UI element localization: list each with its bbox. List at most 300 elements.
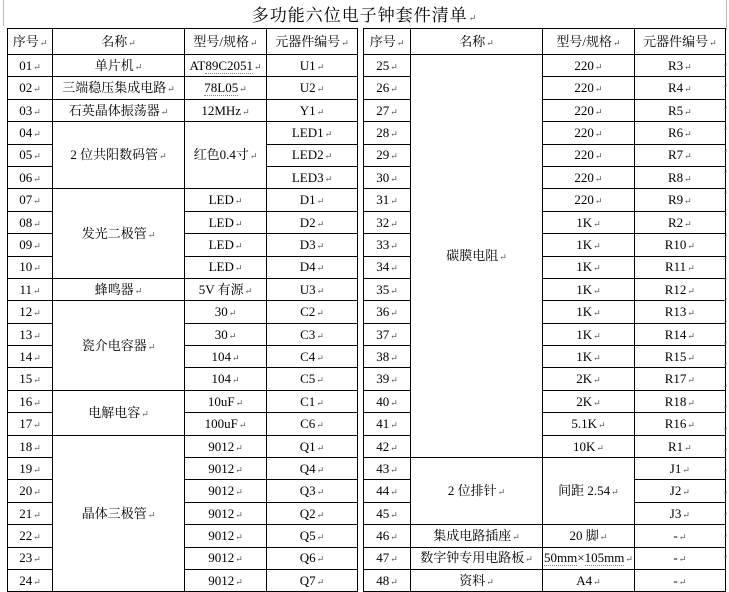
column-header-no: 序号↵	[8, 29, 53, 55]
cell-id: Y1↵	[267, 99, 358, 121]
parts-table-right	[363, 28, 726, 592]
cell-id: -↵	[634, 525, 725, 547]
paragraph-mark: ↵	[249, 151, 258, 162]
paragraph-mark: ↵	[687, 308, 695, 319]
paragraph-mark: ↵	[390, 397, 398, 408]
cell-name: 石英晶体振荡器↵	[53, 99, 185, 121]
table-row	[8, 55, 358, 77]
paragraph-mark: ↵	[687, 420, 695, 431]
paragraph-mark: ↵	[316, 375, 324, 386]
cell-model: 12MHz↵	[185, 99, 267, 121]
paragraph-mark: ↵	[228, 308, 237, 319]
paragraph-mark: ↵	[390, 532, 398, 543]
paragraph-mark: ↵	[512, 532, 520, 543]
cell-name: 集成电路插座↵	[411, 525, 543, 547]
paragraph-mark: ↵	[39, 37, 48, 48]
paragraph-mark: ↵	[254, 61, 262, 72]
cell-model: LED↵	[185, 256, 267, 278]
cell-id: D2↵	[267, 211, 358, 233]
paragraph-mark: ↵	[390, 420, 398, 431]
row-end-mark: ↵	[723, 84, 729, 91]
cell-no: 29↵	[364, 144, 411, 166]
cell-no: 04↵	[8, 122, 53, 144]
paragraph-mark: ↵	[316, 442, 325, 453]
cell-model: 30↵	[185, 323, 267, 345]
column-header-id: 元器件编号↵	[267, 29, 358, 55]
cell-no: 01↵	[8, 55, 53, 77]
cell-model: 220↵	[543, 55, 635, 77]
cell-model: 1K↵	[543, 256, 635, 278]
table-row	[364, 458, 726, 480]
paragraph-mark: ↵	[594, 61, 603, 72]
paragraph-mark: ↵	[596, 442, 604, 453]
paragraph-mark: ↵	[316, 241, 325, 251]
cell-name: 资料↵	[411, 569, 543, 591]
cell-model: 9012↵	[185, 525, 267, 547]
paragraph-mark: ↵	[684, 442, 692, 453]
cell-id: Q4↵	[267, 458, 358, 480]
paragraph-mark: ↵	[33, 196, 41, 207]
row-end-mark: ↵	[723, 191, 729, 198]
paragraph-mark: ↵	[134, 285, 143, 296]
paragraph-mark: ↵	[687, 241, 695, 251]
cell-id: R6↵	[634, 122, 725, 144]
cell-id: -↵	[634, 547, 725, 569]
paragraph-mark: ↵	[594, 196, 603, 207]
paragraph-mark: ↵	[316, 464, 325, 475]
cell-id: R13↵	[634, 301, 725, 323]
cell-model: AT89C2051↵	[185, 55, 267, 77]
paragraph-mark: ↵	[147, 509, 156, 520]
paragraph-mark: ↵	[324, 151, 333, 162]
row-end-mark: ↵	[723, 298, 729, 305]
cell-id: Q7↵	[267, 569, 358, 591]
cell-no: 24↵	[8, 569, 53, 591]
table-row	[8, 189, 358, 211]
cell-id: U3↵	[267, 278, 358, 300]
cell-id: U2↵	[267, 77, 358, 99]
cell-no: 41↵	[364, 413, 411, 435]
paragraph-mark: ↵	[390, 263, 398, 274]
row-end-mark: ↵	[723, 362, 729, 369]
cell-id: Q6↵	[267, 547, 358, 569]
cell-model: 1K↵	[543, 301, 635, 323]
paragraph-mark: ↵	[316, 61, 325, 72]
paragraph-mark: ↵	[593, 352, 601, 363]
page-title	[0, 1, 729, 26]
table-row	[8, 99, 358, 121]
row-end-mark: ↵	[723, 341, 729, 348]
paragraph-mark: ↵	[33, 464, 41, 475]
table-row	[364, 547, 726, 569]
paragraph-mark: ↵	[234, 196, 243, 207]
row-end-mark: ↵	[723, 105, 729, 112]
paragraph-mark: ↵	[593, 218, 601, 229]
paragraph-mark: ↵	[238, 420, 247, 431]
cell-id: R5↵	[634, 99, 725, 121]
cell-id: R9↵	[634, 189, 725, 211]
cell-no: 46↵	[364, 525, 411, 547]
table-row	[8, 122, 358, 144]
row-end-mark: ↵	[723, 512, 729, 519]
cell-model: 104↵	[185, 346, 267, 368]
row-end-mark: ↵	[723, 63, 729, 69]
cell-no: 44↵	[364, 480, 411, 502]
paragraph-mark: ↵	[231, 352, 240, 363]
paragraph-mark: ↵	[390, 442, 398, 453]
cell-id: C4↵	[267, 346, 358, 368]
cell-id: U1↵	[267, 55, 358, 77]
paragraph-mark: ↵	[316, 352, 324, 363]
cell-no: 16↵	[8, 390, 53, 412]
paragraph-mark: ↵	[33, 106, 41, 117]
paragraph-mark: ↵	[599, 532, 608, 543]
row-end-mark: ↵	[723, 234, 729, 241]
cell-model: 220↵	[543, 166, 635, 188]
cell-model: 50mm×105mm↵	[543, 547, 635, 569]
cell-no: 13↵	[8, 323, 53, 345]
cell-id: LED3↵	[267, 166, 358, 188]
paragraph-mark: ↵	[32, 285, 41, 296]
cell-name: 晶体三极管↵	[53, 435, 185, 592]
column-header-model: 型号/规格↵	[185, 29, 267, 55]
cell-name: 数字钟专用电路板↵	[411, 547, 543, 569]
paragraph-mark: ↵	[235, 532, 243, 543]
cell-id: D3↵	[267, 234, 358, 256]
cell-model: 2K↵	[543, 368, 635, 390]
paragraph-mark: ↵	[687, 285, 695, 296]
cell-no: 18↵	[8, 435, 53, 457]
paragraph-mark: ↵	[682, 464, 690, 475]
cell-no: 02↵	[8, 77, 53, 99]
paragraph-mark: ↵	[33, 330, 41, 341]
paragraph-mark: ↵	[316, 218, 325, 229]
table-row	[364, 525, 726, 547]
paragraph-mark: ↵	[390, 308, 398, 319]
paragraph-mark: ↵	[612, 37, 621, 48]
cell-name: 2 位排针↵	[411, 458, 543, 525]
paragraph-mark: ↵	[316, 576, 325, 587]
parts-tables	[7, 28, 726, 592]
cell-model: 1K↵	[543, 234, 635, 256]
paragraph-mark: ↵	[390, 61, 398, 72]
cell-model: LED↵	[185, 189, 267, 211]
paragraph-mark: ↵	[684, 218, 692, 229]
paragraph-mark: ↵	[316, 420, 324, 431]
paragraph-mark: ↵	[33, 509, 41, 520]
cell-id: Q5↵	[267, 525, 358, 547]
cell-model: 30↵	[185, 301, 267, 323]
cell-no: 06↵	[8, 166, 53, 188]
cell-no: 03↵	[8, 99, 53, 121]
paragraph-mark: ↵	[234, 241, 243, 251]
cell-id: R1↵	[634, 435, 725, 457]
spellcheck-underline: 105mm	[584, 550, 625, 566]
table-row	[364, 55, 726, 77]
cell-id: R16↵	[634, 413, 725, 435]
paragraph-mark: ↵	[678, 554, 687, 565]
cell-model: 1K↵	[543, 278, 635, 300]
row-end-marks	[723, 56, 729, 569]
paragraph-mark: ↵	[390, 509, 398, 520]
paragraph-mark: ↵	[242, 106, 250, 117]
cell-no: 12↵	[8, 301, 53, 323]
paragraph-mark: ↵	[684, 151, 692, 162]
paragraph-mark: ↵	[593, 308, 601, 319]
paragraph-mark: ↵	[316, 84, 325, 95]
paragraph-mark: ↵	[141, 408, 149, 419]
row-end-mark: ↵	[723, 212, 729, 219]
paragraph-mark: ↵	[390, 375, 398, 386]
row-end-mark: ↵	[723, 405, 729, 412]
cell-no: 15↵	[8, 368, 53, 390]
paragraph-mark: ↵	[235, 397, 244, 408]
cell-no: 21↵	[8, 502, 53, 524]
paragraph-mark: ↵	[390, 151, 398, 162]
paragraph-mark: ↵	[316, 196, 325, 207]
paragraph-mark: ↵	[611, 487, 619, 498]
paragraph-mark: ↵	[682, 509, 690, 520]
paragraph-mark: ↵	[684, 61, 692, 72]
paragraph-mark: ↵	[235, 487, 243, 498]
paragraph-mark: ↵	[231, 375, 240, 386]
cell-id: R17↵	[634, 368, 725, 390]
paragraph-mark: ↵	[33, 61, 41, 72]
paragraph-mark: ↵	[316, 397, 324, 408]
cell-id: R4↵	[634, 77, 725, 99]
cell-name: 2 位共阳数码管↵	[53, 122, 185, 189]
row-end-mark: ↵	[723, 554, 729, 561]
cell-no: 19↵	[8, 458, 53, 480]
cell-no: 25↵	[364, 55, 411, 77]
paragraph-mark: ↵	[687, 397, 695, 408]
cell-no: 10↵	[8, 256, 53, 278]
paragraph-mark: ↵	[486, 37, 494, 48]
row-end-mark: ↵	[723, 276, 729, 283]
cell-id: R18↵	[634, 390, 725, 412]
cell-id: Q1↵	[267, 435, 358, 457]
cell-id: -↵	[634, 569, 725, 591]
cell-model: 220↵	[543, 122, 635, 144]
paragraph-mark: ↵	[625, 554, 633, 565]
paragraph-mark: ↵	[316, 106, 325, 117]
cell-model: 2K↵	[543, 390, 635, 412]
cell-no: 35↵	[364, 278, 411, 300]
cell-id: R15↵	[634, 346, 725, 368]
cell-model: 1K↵	[543, 211, 635, 233]
cell-model: 9012↵	[185, 502, 267, 524]
row-end-mark: ↵	[723, 533, 729, 540]
cell-model: 9012↵	[185, 480, 267, 502]
paragraph-mark: ↵	[324, 129, 333, 140]
paragraph-mark: ↵	[687, 352, 695, 363]
row-end-mark: ↵	[723, 469, 729, 476]
cell-id: C3↵	[267, 323, 358, 345]
cell-no: 05↵	[8, 144, 53, 166]
paragraph-mark: ↵	[235, 576, 243, 587]
cell-no: 09↵	[8, 234, 53, 256]
row-end-mark: ↵	[723, 319, 729, 326]
cell-model: 10uF↵	[185, 390, 267, 412]
paragraph-mark: ↵	[390, 106, 398, 117]
paragraph-mark: ↵	[497, 487, 506, 498]
paragraph-mark: ↵	[33, 241, 41, 251]
paragraph-mark: ↵	[33, 375, 41, 386]
cell-id: LED2↵	[267, 144, 358, 166]
paragraph-mark: ↵	[316, 330, 324, 341]
cell-model: LED↵	[185, 234, 267, 256]
paragraph-mark: ↵	[593, 330, 601, 341]
paragraph-mark: ↵	[684, 173, 692, 184]
paragraph-mark: ↵	[159, 151, 167, 162]
paragraph-mark: ↵	[593, 397, 601, 408]
column-header-no: 序号↵	[364, 29, 411, 55]
paragraph-mark: ↵	[597, 420, 606, 431]
cell-no: 20↵	[8, 480, 53, 502]
paragraph-mark: ↵	[486, 576, 494, 587]
cell-no: 38↵	[364, 346, 411, 368]
table-row	[8, 278, 358, 300]
paragraph-mark: ↵	[134, 61, 143, 72]
column-header-name: 名称↵	[53, 29, 185, 55]
paragraph-mark: ↵	[235, 442, 243, 453]
parts-table-left	[7, 28, 358, 592]
paragraph-mark: ↵	[594, 129, 603, 140]
paragraph-mark: ↵	[390, 241, 398, 251]
paragraph-mark: ↵	[684, 84, 692, 95]
cell-model: 9012↵	[185, 569, 267, 591]
cell-no: 08↵	[8, 211, 53, 233]
cell-id: C2↵	[267, 301, 358, 323]
cell-model: 220↵	[543, 77, 635, 99]
paragraph-mark: ↵	[235, 554, 243, 565]
table-row	[8, 435, 358, 457]
paragraph-mark: ↵	[244, 285, 253, 296]
table-row	[8, 77, 358, 99]
cell-no: 47↵	[364, 547, 411, 569]
cell-id: R2↵	[634, 211, 725, 233]
paragraph-mark: ↵	[687, 375, 695, 386]
cell-no: 31↵	[364, 189, 411, 211]
cell-model: 1K↵	[543, 346, 635, 368]
paragraph-mark: ↵	[390, 173, 398, 184]
cell-no: 27↵	[364, 99, 411, 121]
paragraph-mark: ↵	[341, 37, 349, 48]
paragraph-mark: ↵	[33, 218, 41, 229]
cell-model: 220↵	[543, 189, 635, 211]
header-row	[364, 29, 726, 55]
paragraph-mark: ↵	[228, 330, 237, 341]
paragraph-mark: ↵	[316, 285, 325, 296]
cell-name: 单片机↵	[53, 55, 185, 77]
cell-id: Q3↵	[267, 480, 358, 502]
cell-no: 14↵	[8, 346, 53, 368]
paragraph-mark: ↵	[33, 532, 41, 543]
paragraph-mark: ↵	[594, 173, 603, 184]
cell-name: 瓷介电容器↵	[53, 301, 185, 391]
paragraph-mark: ↵	[593, 241, 601, 251]
paragraph-mark: ↵	[525, 554, 533, 565]
cell-no: 33↵	[364, 234, 411, 256]
cell-name: 蜂鸣器↵	[53, 278, 185, 300]
paragraph-mark: ↵	[33, 420, 41, 431]
cell-model: 间距 2.54↵	[543, 458, 635, 525]
paragraph-mark: ↵	[239, 84, 247, 95]
paragraph-mark: ↵	[682, 487, 690, 498]
paragraph-mark: ↵	[316, 532, 325, 543]
row-end-mark: ↵	[723, 448, 729, 455]
cell-model: LED↵	[185, 211, 267, 233]
cell-model: 104↵	[185, 368, 267, 390]
row-end-mark: ↵	[723, 169, 729, 176]
column-header-name: 名称↵	[411, 29, 543, 55]
cell-no: 07↵	[8, 189, 53, 211]
cell-model: 220↵	[543, 99, 635, 121]
paragraph-mark: ↵	[684, 196, 692, 207]
paragraph-mark: ↵	[684, 106, 692, 117]
paragraph-mark: ↵	[678, 576, 687, 587]
cell-id: R8↵	[634, 166, 725, 188]
cell-id: J3↵	[634, 502, 725, 524]
spellcheck-underline: 50mm	[544, 550, 578, 566]
paragraph-mark: ↵	[33, 173, 41, 184]
paragraph-mark: ↵	[593, 285, 601, 296]
cell-id: Q2↵	[267, 502, 358, 524]
cell-id: R7↵	[634, 144, 725, 166]
paragraph-mark: ↵	[316, 509, 325, 520]
column-header-model: 型号/规格↵	[543, 29, 635, 55]
header-row	[8, 29, 358, 55]
cell-model: 9012↵	[185, 547, 267, 569]
paragraph-mark: ↵	[390, 330, 398, 341]
cell-model: 220↵	[543, 144, 635, 166]
paragraph-mark: ↵	[324, 173, 333, 184]
paragraph-mark: ↵	[33, 151, 41, 162]
paragraph-mark: ↵	[316, 487, 325, 498]
paragraph-mark: ↵	[687, 330, 695, 341]
cell-name: 发光二极管↵	[53, 189, 185, 279]
cell-no: 11↵	[8, 278, 53, 300]
row-end-mark: ↵	[723, 255, 729, 262]
paragraph-mark: ↵	[33, 308, 41, 319]
cell-model: 5.1K↵	[543, 413, 635, 435]
page-title-text: 多功能六位电子钟套件清单	[251, 6, 468, 25]
cell-name: 碳膜电阻↵	[411, 55, 543, 458]
paragraph-mark: ↵	[235, 464, 243, 475]
paragraph-mark: ↵	[390, 487, 398, 498]
paragraph-mark: ↵	[593, 375, 601, 386]
paragraph-mark: ↵	[33, 129, 41, 140]
cell-model: A4↵	[543, 569, 635, 591]
paragraph-mark: ↵	[594, 84, 603, 95]
paragraph-mark: ↵	[593, 263, 601, 274]
cell-id: R3↵	[634, 55, 725, 77]
cell-no: 32↵	[364, 211, 411, 233]
paragraph-mark: ↵	[33, 352, 41, 363]
paragraph-mark: ↵	[390, 218, 398, 229]
paragraph-mark: ↵	[33, 442, 41, 453]
row-end-mark: ↵	[723, 127, 729, 134]
paragraph-mark: ↵	[235, 509, 243, 520]
cell-id: D1↵	[267, 189, 358, 211]
paragraph-mark: ↵	[594, 151, 603, 162]
cell-no: 39↵	[364, 368, 411, 390]
paragraph-mark: ↵	[33, 576, 41, 587]
cell-no: 17↵	[8, 413, 53, 435]
cell-no: 48↵	[364, 569, 411, 591]
paragraph-mark: ↵	[33, 397, 41, 408]
spellcheck-underline: 89C2051	[205, 57, 253, 73]
